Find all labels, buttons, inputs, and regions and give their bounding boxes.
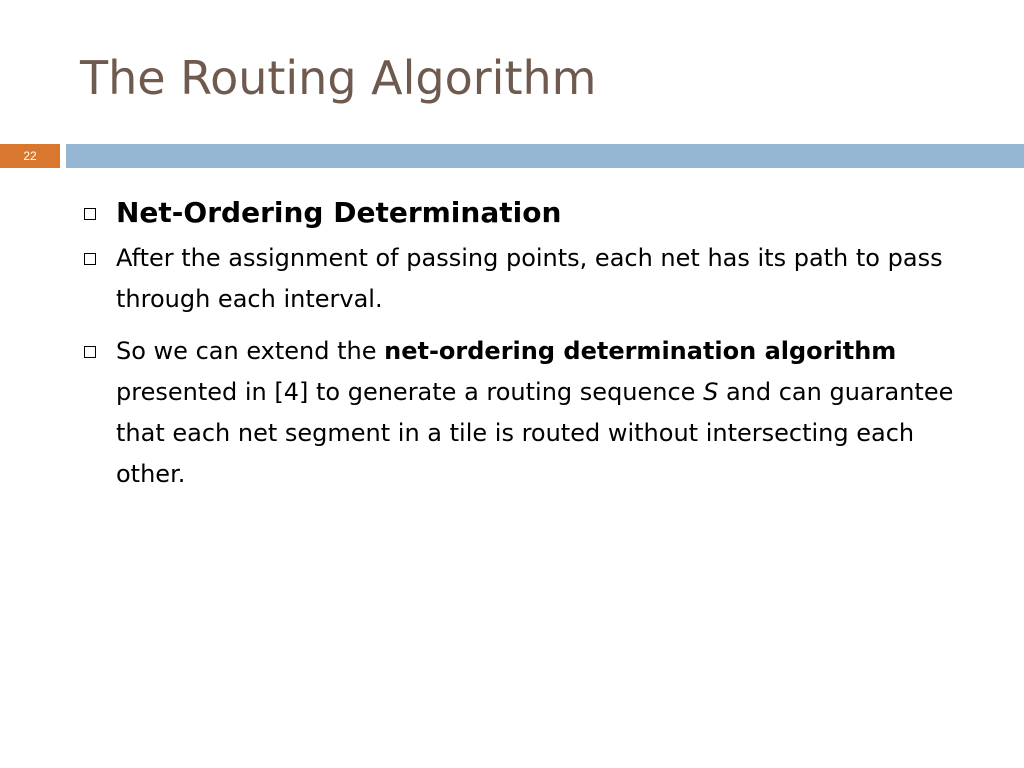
bullet-item xyxy=(84,192,984,233)
slide-title: The Routing Algorithm xyxy=(80,51,597,105)
slide-number: 22 xyxy=(0,144,60,168)
bullet-text-middle: presented in [4] to generate a routing sequence xyxy=(116,378,704,406)
bullet-item xyxy=(84,238,984,320)
bullet-item xyxy=(84,331,984,495)
bullet-bold-phrase: net-ordering determination algorithm xyxy=(384,337,897,365)
hollow-square-bullet-icon xyxy=(84,208,96,220)
bullet-list xyxy=(84,192,984,506)
bullet-text: After the assignment of passing points, each net has its path to pass through each interval. xyxy=(116,244,943,313)
hollow-square-bullet-icon xyxy=(84,346,96,358)
title-underline-bar xyxy=(66,144,1024,168)
bullet-text-start: So we can extend the xyxy=(116,337,385,365)
bullet-heading: Net-Ordering Determination xyxy=(116,196,562,229)
sequence-symbol: S xyxy=(703,378,719,406)
bullet-text-end: and can guarantee that each net segment in a tile is routed without intersecting each other. xyxy=(116,378,954,488)
hollow-square-bullet-icon xyxy=(84,253,96,265)
